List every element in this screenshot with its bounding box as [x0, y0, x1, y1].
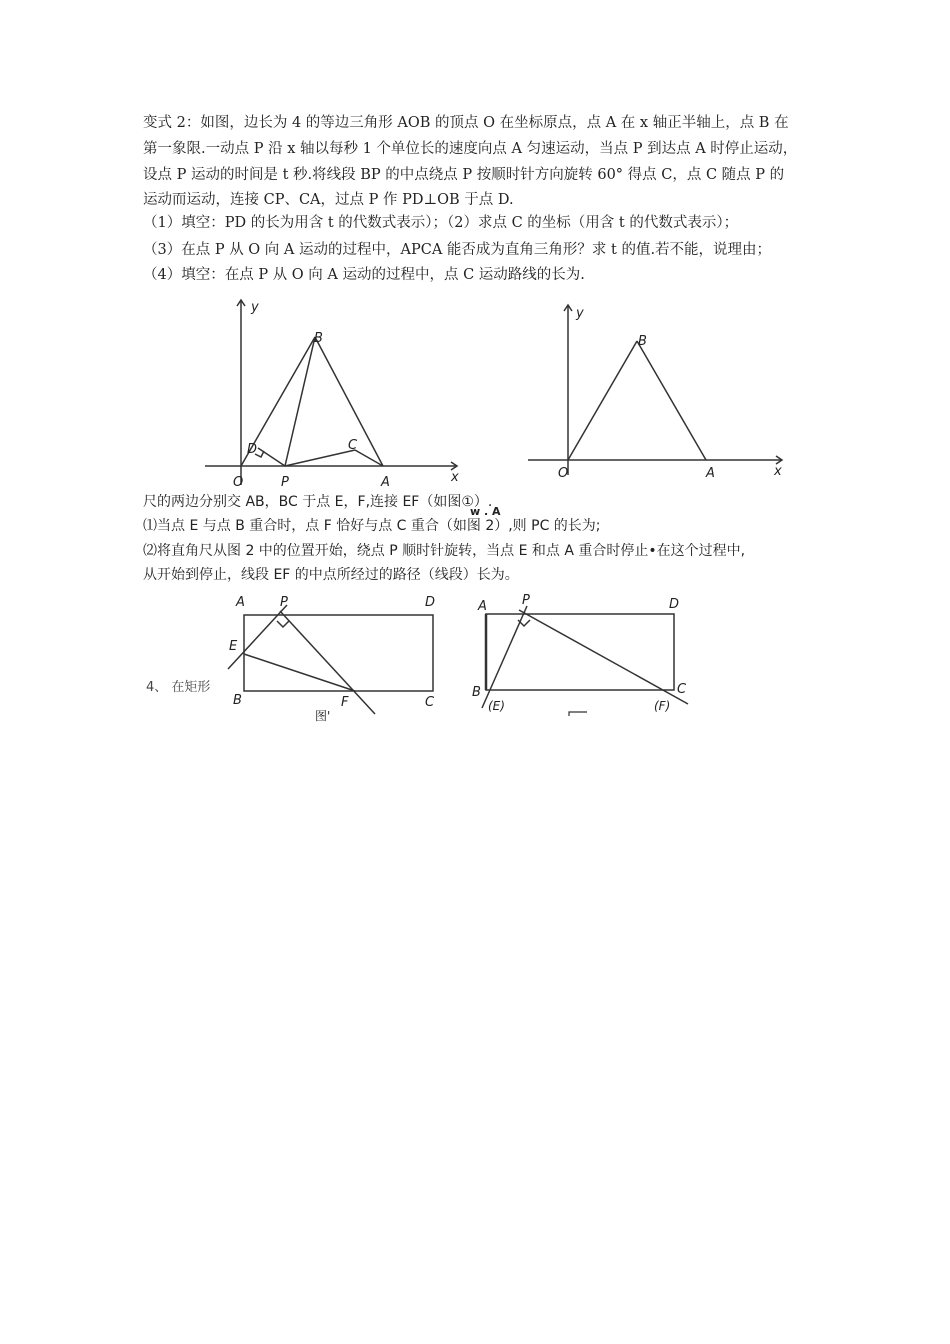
figure-caption: 图'	[315, 709, 331, 723]
label-a: A	[706, 466, 715, 481]
label-f: F	[341, 695, 349, 710]
segment-pc	[285, 450, 355, 466]
right-angle-mark	[277, 621, 289, 627]
label-f: (F)	[654, 699, 671, 713]
label-x: x	[451, 470, 459, 485]
problem-line: （1）填空：PD 的长为用含 t 的代数式表示）；（2）求点 C 的坐标（用含 t 的代数式表示）；	[143, 215, 739, 231]
label-d: D	[247, 442, 258, 457]
side-ba	[637, 341, 706, 460]
problem4-line: ⑴当点 E 与点 B 重合时，点 F 恰好与点 C 重合（如图 2）,则 PC 的长为;	[143, 518, 601, 534]
problem4-line: 尺的两边分别交 AB，BC 于点 E，F,连接 EF（如图①）.	[143, 494, 493, 510]
segment-bp	[285, 337, 315, 466]
segment-pd	[258, 448, 285, 466]
side-ob	[568, 341, 637, 460]
label-c: C	[425, 695, 435, 710]
label-e: (E)	[488, 699, 505, 713]
problem4-number: 4、 在矩形	[146, 680, 211, 695]
label-x: x	[774, 464, 782, 479]
label-p: P	[281, 475, 289, 490]
problem-line: 运动而运动，连接 CP、CA，过点 P 作 PD⊥OB 于点 D.	[143, 192, 514, 208]
label-e: E	[229, 639, 238, 654]
segment-ef	[244, 654, 355, 691]
label-y: y	[251, 300, 259, 315]
label-d: D	[669, 597, 680, 612]
figure-triangle-plain	[520, 300, 790, 485]
ruler-edge-pf	[280, 611, 375, 714]
label-p: P	[522, 593, 530, 608]
label-d: D	[425, 595, 436, 610]
label-b: B	[472, 685, 481, 700]
label-a: A	[381, 475, 390, 490]
label-a: A	[236, 595, 245, 610]
label-c: C	[677, 682, 687, 697]
label-o: O	[558, 466, 569, 481]
problem-line: 第一象限.一动点 P 沿 x 轴以每秒 1 个单位长的速度向点 A 匀速运动，当点 P 到达点 A 时停止运动，	[143, 141, 798, 157]
rectangle-abcd	[244, 615, 433, 691]
label-o: O	[233, 475, 244, 490]
rectangle-abcd	[486, 614, 674, 690]
problem-line: （3）在点 P 从 O 向 A 运动的过程中，APCA 能否成为直角三角形？求 t 的值.若不能，说理由；	[143, 242, 772, 258]
caption-fragment	[569, 712, 587, 716]
label-b: B	[638, 334, 647, 349]
figure-triangle-with-points	[195, 295, 470, 495]
problem-line: 变式 2：如图，边长为 4 的等边三角形 AOB 的顶点 O 在坐标原点，点 A 在 x 轴正半轴上，点 B 在	[143, 115, 789, 131]
problem4-line: 从开始到停止，线段 EF 的中点所经过的路径（线段）长为。	[143, 567, 519, 583]
figure-rectangle-1	[225, 590, 440, 723]
problem-line: （4）填空：在点 P 从 O 向 A 运动的过程中，点 C 运动路线的长为.	[143, 267, 585, 283]
label-y: y	[576, 306, 584, 321]
label-b: B	[314, 331, 323, 346]
figure-rectangle-2	[472, 590, 692, 720]
overlap-mark: w . A	[470, 505, 501, 518]
problem4-line: ⑵将直角尺从图 2 中的位置开始，绕点 P 顺时针旋转，当点 E 和点 A 重合时停止•在这个过程中,	[143, 543, 746, 559]
label-c: C	[348, 438, 358, 453]
label-p: P	[280, 595, 288, 610]
label-a: A	[478, 599, 487, 614]
problem-line: 设点 P 运动的时间是 t 秒.将线段 BP 的中点绕点 P 按顺时针方向旋转 60° 得点 C，点 C 随点 P 的	[143, 167, 785, 183]
label-b: B	[233, 693, 242, 708]
